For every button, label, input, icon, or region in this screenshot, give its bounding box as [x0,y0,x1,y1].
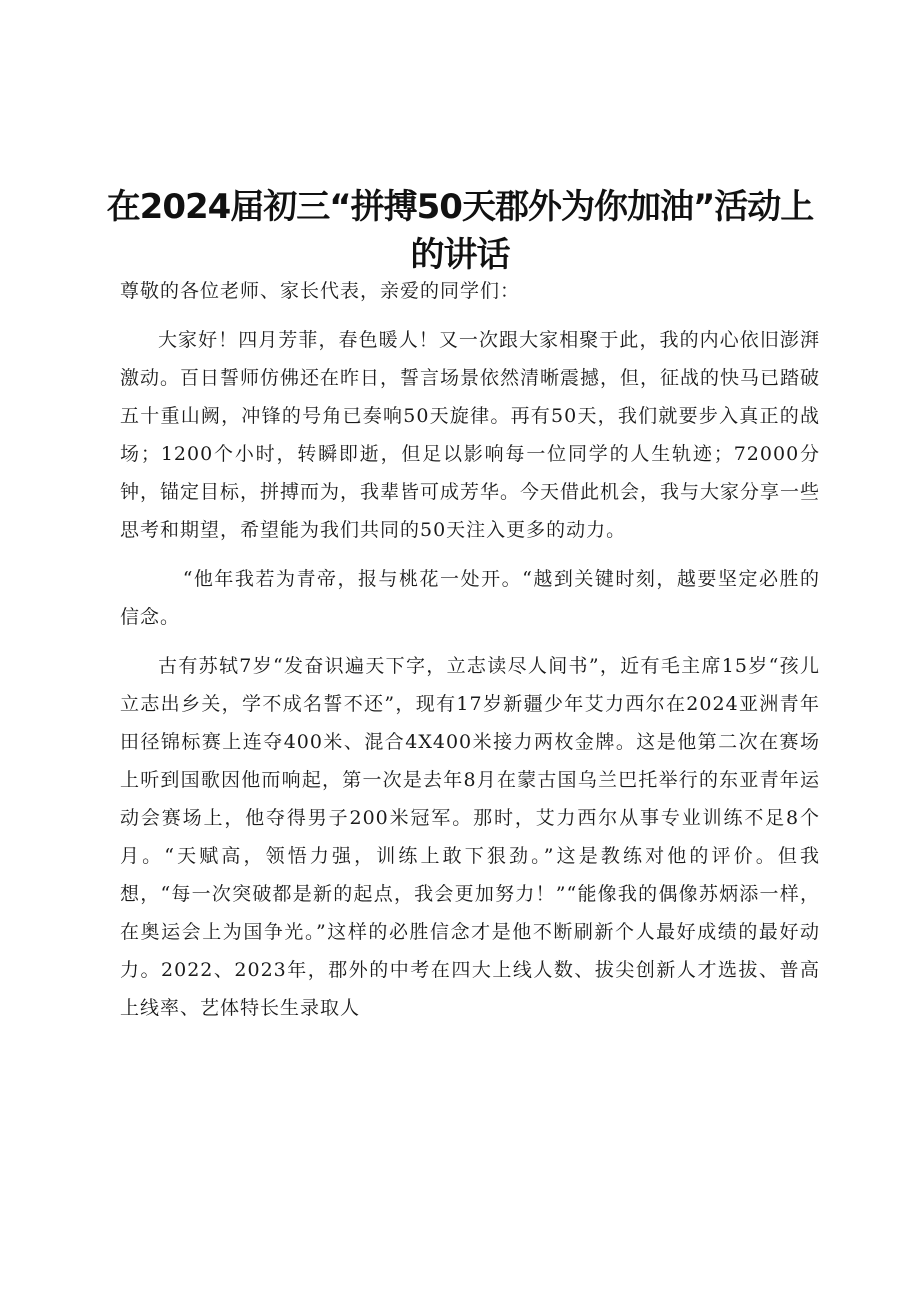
paragraph-quote: “他年我若为青帝，报与桃花一处开。“越到关键时刻，越要坚定必胜的信念。 [120,568,820,628]
paragraph-examples: 古有苏轼7岁“发奋识遍天下字，立志读尽人间书”，近有毛主席15岁“孩儿立志出乡关，学不成名誓不还”，现有17岁新疆少年艾力西尔在2024亚洲青年田径锦标赛上连夺400米、混合4X400米接力两枚金牌。这是他第二次在赛场上听到国歌因他而响起，第一次是去年8月在蒙古国乌兰巴托举行的东亚青年运动会赛场上，他夺得男子200米冠军。那时，艾力西尔从事专业训练不足8个月。“天赋高，领悟力强，训练上敢下狠劲。”这是教练对他的评价。但我想，“每一次突破都是新的起点，我会更加努力！”“能像我的偶像苏炳添一样，在奥运会上为国争光。”这样的必胜信念才是他不断刷新个人最好成绩的最好动力。2022、2023年，郡外的中考在四大上线人数、拔尖创新人才选拔、普高上线率、艺体特长生录取人 [120,655,820,1019]
salutation: 尊敬的各位老师、家长代表，亲爱的同学们： [120,280,521,302]
paragraph-opening: 大家好！四月芳菲，春色暖人！又一次跟大家相聚于此，我的内心依旧澎湃激动。百日誓师仿佛还在昨日，誓言场景依然清晰震撼，但，征战的快马已踏破五十重山阙，冲锋的号角已奏响50天旋律。再有50天，我们就要步入真正的战场；1200个小时，转瞬即逝，但足以影响每一位同学的人生轨迹；72000分钟，锚定目标，拼搏而为，我辈皆可成芳华。今天借此机会，我与大家分享一些思考和期望，希望能为我们共同的50天注入更多的动力。 [120,329,821,541]
document-body [120,272,820,1038]
document-title: 在2024届初三“拼搏50天郡外为你加油”活动上的讲话 [106,186,814,275]
